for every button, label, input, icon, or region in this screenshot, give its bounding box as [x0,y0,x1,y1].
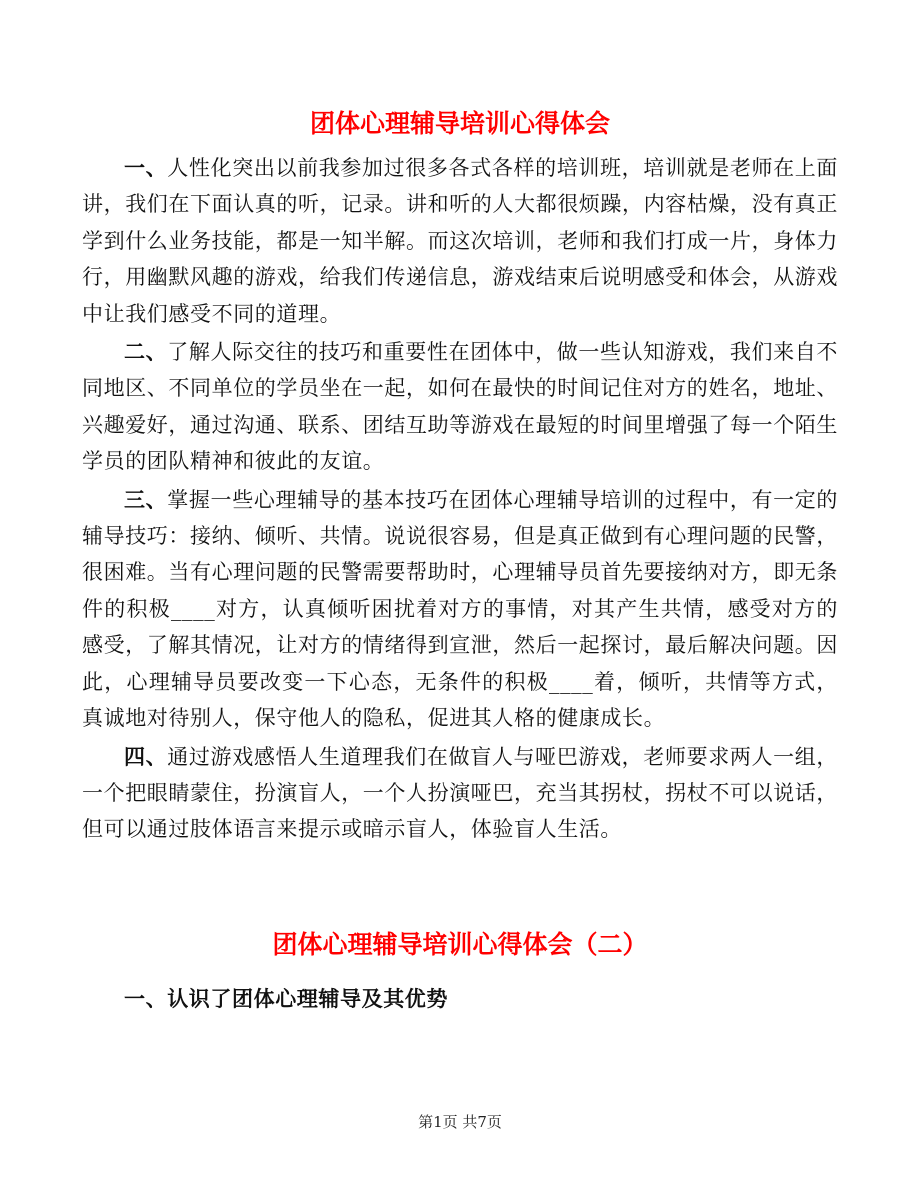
paragraph-4 [82,739,838,848]
paragraph-2 [82,334,838,480]
paragraph-2-text: 了解人际交往的技巧和重要性在团体中，做一些认知游戏，我们来自不同地区、不同单位的学员坐在一起，如何在最快的时间记住对方的姓名，地址、兴趣爱好，通过沟通、联系、团结互助等游戏在最短的时间里增强了每一个陌生学员的团队精神和彼此的友谊。 [82,340,838,474]
paragraph-3-text: 掌握一些心理辅导的基本技巧在团体心理辅导培训的过程中，有一定的辅导技巧：接纳、倾听、共情。说说很容易，但是真正做到有心理问题的民警，很困难。当有心理问题的民警需要帮助时，心理辅导员首先要接纳对方，即无条件的积极____对方，认真倾听困扰着对方的事情，对其产生共情，感受对方的感受，了解其情况，让对方的情绪得到宣泄，然后一起探讨，最后解决问题。因此，心理辅导员要改变一下心态，无条件的积极____着，倾听，共情等方式，真诚地对待别人，保守他人的隐私，促进其人格的健康成长。 [82,487,838,731]
paragraph-3 [82,482,838,737]
section-2-heading: 一、认识了团体心理辅导及其优势 [124,986,448,1011]
page-number-footer: 第1页 共7页 [418,1113,502,1131]
paragraph-4-text: 通过游戏感悟人生道理我们在做盲人与哑巴游戏，老师要求两人一组，一个把眼睛蒙住，扮演盲人，一个人扮演哑巴，充当其拐杖，拐杖不可以说话，但可以通过肢体语言来提示或暗示盲人，体验盲人生活。 [82,744,838,842]
paragraph-1-lead: 一、 [124,155,168,180]
paragraph-2-lead: 二、 [124,339,168,365]
paragraph-4-lead: 四、 [124,743,168,769]
document-body [82,150,838,848]
paragraph-3-lead: 三、 [124,486,168,512]
paragraph-1-text: 人性化突出以前我参加过很多各式各样的培训班，培训就是老师在上面讲，我们在下面认真的听，记录。讲和听的人大都很烦躁，内容枯燥，没有真正学到什么业务技能，都是一知半解。而这次培训，老师和我们打成一片，身体力行，用幽默风趣的游戏，给我们传递信息，游戏结束后说明感受和体会，从游戏中让我们感受不同的道理。 [82,156,838,326]
section-title-2: 团体心理辅导培训心得体会（二） [272,930,648,959]
paragraph-1 [82,150,838,332]
document-title: 团体心理辅导培训心得体会 [309,109,610,138]
